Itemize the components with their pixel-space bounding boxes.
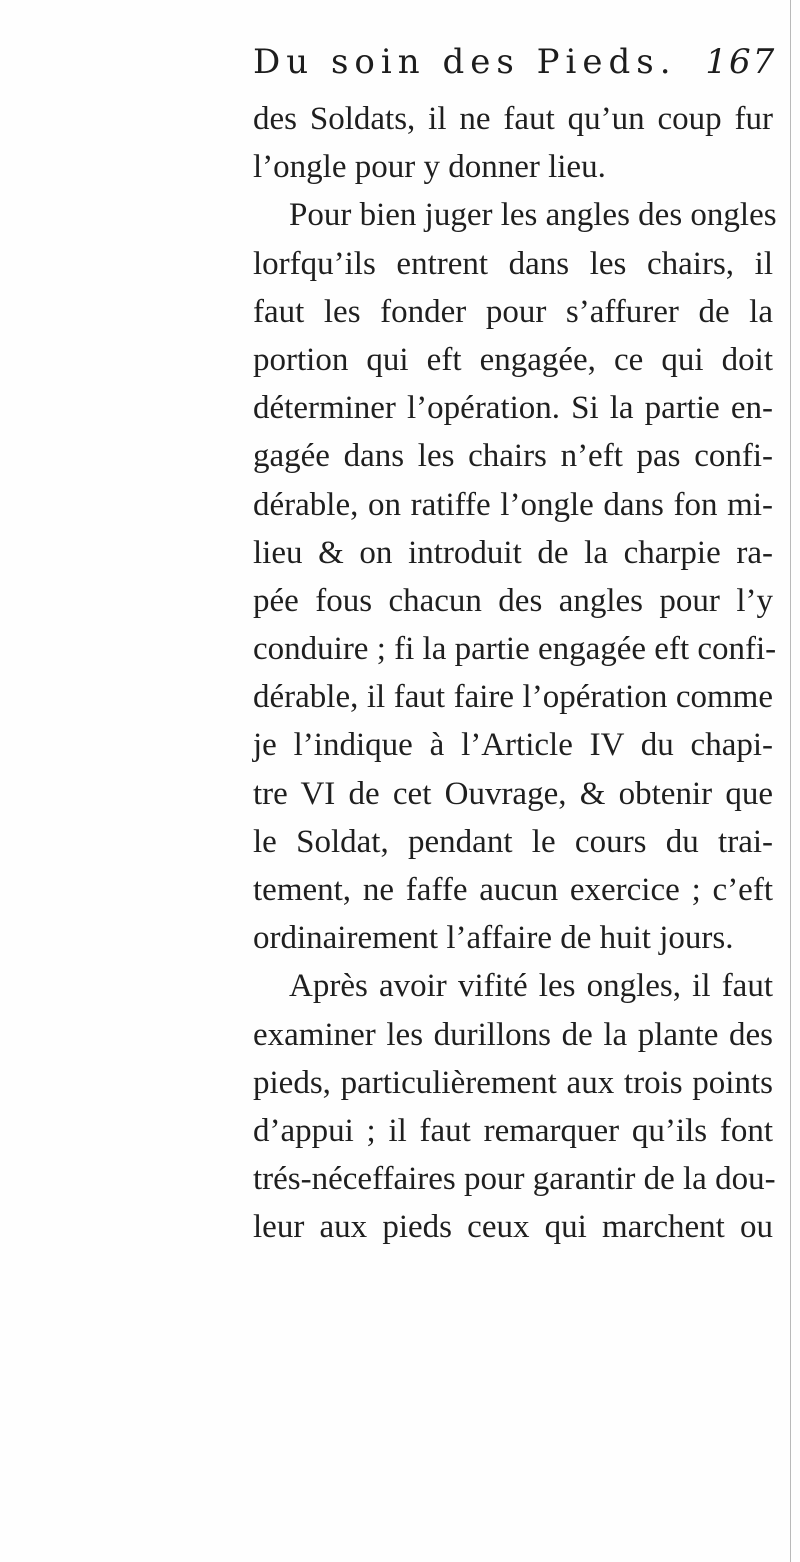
text-line: Après avoir vifité les ongles, il faut bbox=[289, 968, 773, 1005]
text-line: lieu & on introduit de la charpie ra- bbox=[253, 534, 773, 571]
text-line: pée fous chacun des angles pour l’y bbox=[253, 582, 773, 619]
text-line: déterminer l’opération. Si la partie en- bbox=[253, 390, 773, 427]
text-line: ordinairement l’affaire de huit jours. bbox=[253, 920, 734, 957]
text-line: pieds, particulièrement aux trois points bbox=[253, 1064, 773, 1101]
text-line: tre VI de cet Ouvrage, & obtenir que bbox=[253, 775, 773, 812]
text-line: des Soldats, il ne faut qu’un coup fur bbox=[253, 101, 773, 137]
text-line: le Soldat, pendant le cours du trai- bbox=[253, 823, 773, 860]
text-line: dérable, il faut faire l’opération comme bbox=[253, 679, 773, 716]
text-line: conduire ; fi la partie engagée eft confi- bbox=[253, 631, 777, 668]
page-number: 167 bbox=[705, 42, 777, 82]
text-line: tement, ne faffe aucun exercice ; c’eft bbox=[253, 872, 773, 908]
text-line: lorfqu’ils entrent dans les chairs, il bbox=[253, 245, 773, 282]
text-line: gagée dans les chairs n’eft pas confi- bbox=[253, 438, 773, 475]
text-line: faut les fonder pour s’affurer de la bbox=[253, 293, 773, 330]
text-line: leur aux pieds ceux qui marchent ou bbox=[253, 1209, 773, 1246]
running-head-title: Du soin des Pieds. bbox=[253, 42, 677, 82]
text-line: examiner les durillons de la plante des bbox=[253, 1016, 773, 1053]
text-line: portion qui eft engagée, ce qui doit bbox=[253, 341, 773, 378]
text-line: dérable, on ratiffe l’ongle dans fon mi- bbox=[253, 486, 773, 523]
body-text bbox=[253, 95, 777, 1252]
page-edge-mark bbox=[790, 0, 791, 1562]
running-head bbox=[253, 42, 777, 82]
text-line: trés-néceffaires pour garantir de la dou- bbox=[253, 1161, 776, 1198]
text-line: d’appui ; il faut remarquer qu’ils font bbox=[253, 1112, 773, 1149]
text-line: Pour bien juger les angles des ongles bbox=[289, 197, 777, 234]
text-line: l’ongle pour y donner lieu. bbox=[253, 149, 606, 186]
text-line: je l’indique à l’Article IV du chapi- bbox=[253, 727, 773, 764]
